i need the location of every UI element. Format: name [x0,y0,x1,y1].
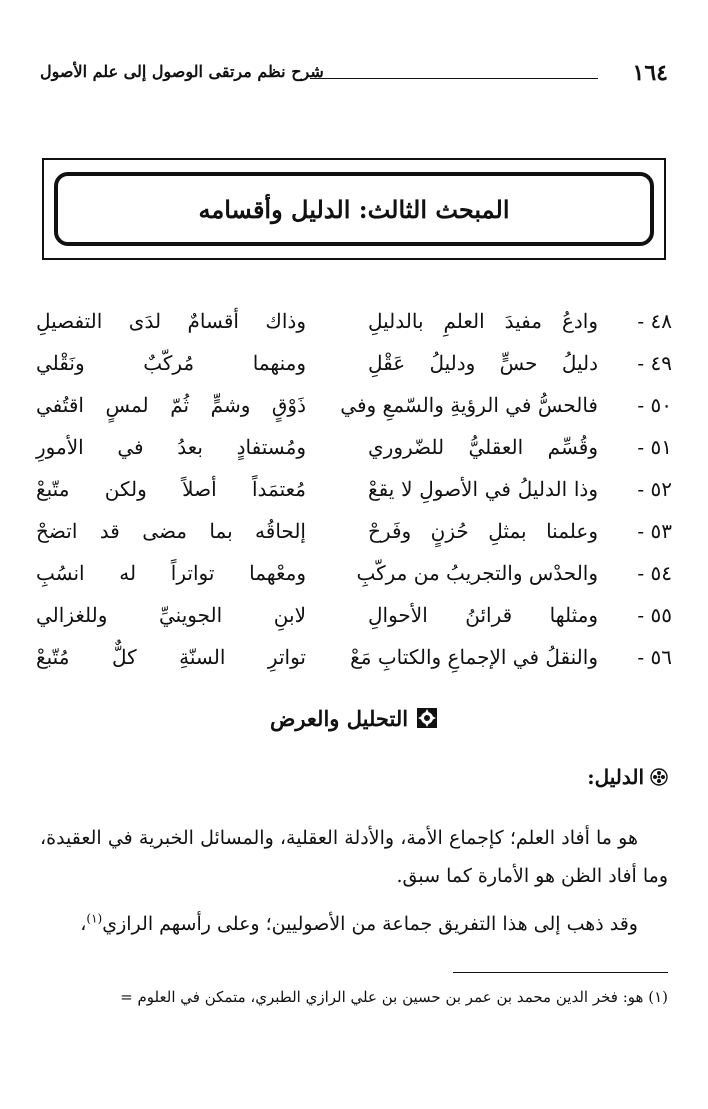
verse-second-hemistich: لابنِ الجوينيِّ وللغزالي [36,603,306,627]
page-number: ١٦٤ [632,60,668,86]
verse-second-hemistich: إلحاقُه بما مضى قد اتضحْ [36,519,306,543]
verse-second-hemistich: ومنهما مُركّبٌ ونَقْلي [36,351,306,375]
verse-number: ٥٤ - [637,561,672,585]
verse-second-hemistich: ومُستفادٍ بعدُ في الأمورِ [36,435,306,459]
footnote-text: (١) هو: فخر الدين محمد بن عمر بن حسين بن علي الرازي الطبري، متمكن في العلوم = [120,988,668,1006]
running-title: شرح نظم مرتقى الوصول إلى علم الأصول [40,62,324,81]
verse-first-hemistich: وعلمنا بمثلِ حُزنٍ وفَرحْ [368,519,598,543]
verse-first-hemistich: وادعُ مفيدَ العلمِ بالدليلِ [368,309,598,333]
section-title-inner-frame [54,172,654,246]
term-heading [587,765,668,789]
poem-verses [36,305,672,683]
verse-row [36,389,672,431]
verse-number: ٤٩ - [637,351,672,375]
paragraph-definition: هو ما أفاد العلم؛ كإجماع الأمة، والأدلة العقلية، والمسائل الخبرية في العقيدة، وما أفاد الظن هو الأمارة كما سبق. [40,827,668,887]
verse-number: ٥٣ - [637,519,672,543]
verse-first-hemistich: دليلُ حسٍّ ودليلُ عَقْلِ [368,351,598,375]
verse-second-hemistich: ومعْهما تواتراً له انسُبِ [36,561,306,585]
term-label: الدليل: [587,765,644,789]
verse-row [36,641,672,683]
ornament-icon [416,707,438,729]
verse-row [36,473,672,515]
analysis-heading-text: التحليل والعرض [269,706,409,731]
verse-row [36,347,672,389]
section-title: المبحث الثالث: الدليل وأقسامه [198,194,510,224]
section-title-frame [42,158,666,260]
verse-row [36,431,672,473]
verse-number: ٤٨ - [637,309,672,333]
verse-row [36,305,672,347]
verse-first-hemistich: وقُسِّم العقليُّ للضّروري [368,435,598,459]
verse-first-hemistich: فالحسُّ في الرؤيةِ والسّمعِ وفي [340,393,598,417]
verse-second-hemistich: تواترِ السنّةِ كلٌّ مُتّبعْ [36,645,306,669]
verse-first-hemistich: والحدْس والتجريبُ من مركّبِ [356,561,598,585]
verse-number: ٥٥ - [637,603,672,627]
verse-number: ٥٦ - [637,645,672,669]
paragraph-scholars-text: وقد ذهب إلى هذا التفريق جماعة من الأصوليين؛ وعلى رأسهم الرازي [102,913,638,935]
verse-number: ٥٢ - [637,477,672,501]
header-rule [310,78,598,79]
verse-row [36,599,672,641]
verse-number: ٥٠ - [637,393,672,417]
verse-number: ٥١ - [637,435,672,459]
verse-second-hemistich: وذاك أقسامٌ لدَى التفصيلِ [36,309,306,333]
verse-first-hemistich: ومثلها قرائنُ الأحوالِ [368,603,598,627]
flower-icon [650,768,668,786]
footnote-divider [453,972,668,973]
page-header [40,60,668,90]
verse-first-hemistich: والنقلُ في الإجماعِ والكتابِ مَعْ [350,645,598,669]
verse-first-hemistich: وذا الدليلُ في الأصولِ لا يقعْ [368,477,598,501]
paragraph-scholars [40,905,668,943]
verse-second-hemistich: مُعتمَداً أصلاً ولكن متّبعْ [36,477,306,501]
paragraph-scholars-tail: ، [80,913,87,935]
verse-row [36,557,672,599]
verse-row [36,515,672,557]
analysis-heading [0,706,708,731]
footnote-marker[interactable]: (١) [86,911,103,926]
verse-second-hemistich: ذَوْقٍ وشمٍّ ثُمّ لمسٍ اقتُفي [36,393,306,417]
